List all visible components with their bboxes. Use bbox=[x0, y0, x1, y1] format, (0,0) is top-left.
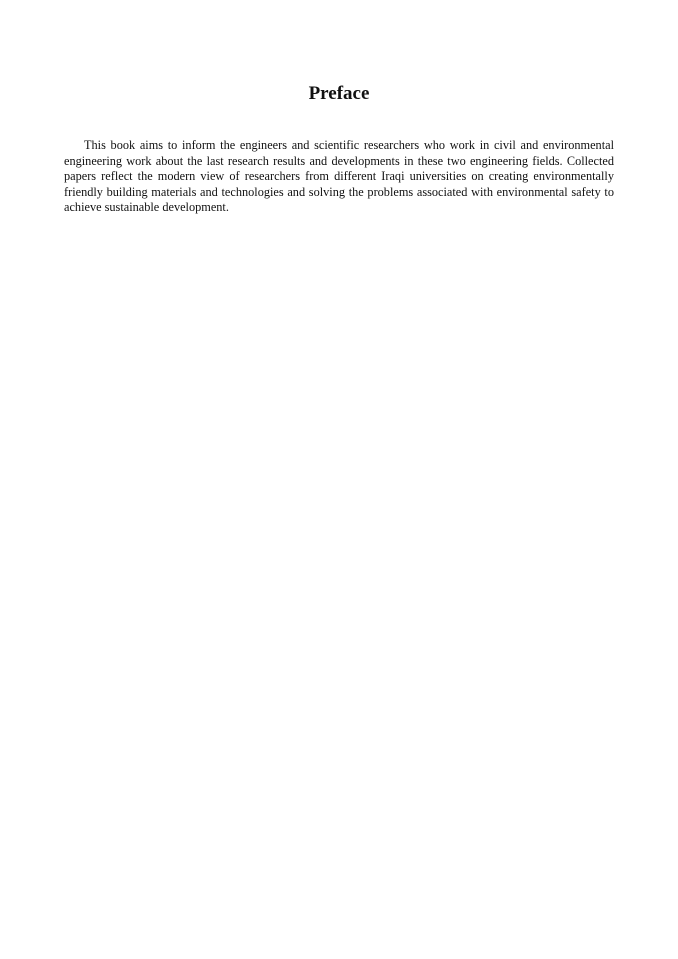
preface-paragraph: This book aims to inform the engineers and scientific researchers who work in civil and environmental engineering work about the last research results and developments in these two engineering fields. Collected papers reflect the modern view of researchers from different Iraqi universities on creating environmentally friendly building materials and technologies and solving the problems associated with environmental safety to achieve sustainable development. bbox=[64, 138, 614, 214]
page-title: Preface bbox=[308, 83, 370, 104]
